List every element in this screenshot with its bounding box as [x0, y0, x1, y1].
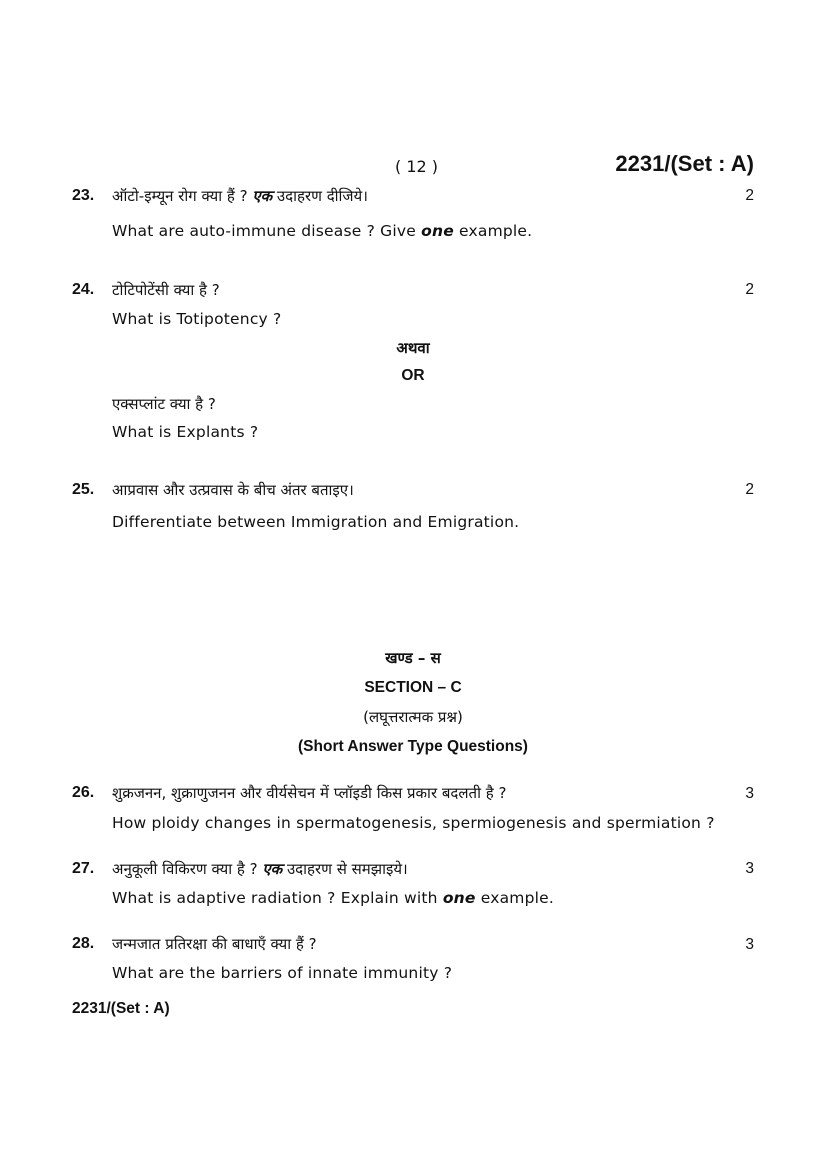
question-text-english: What are auto-immune disease ? Give one example. — [112, 222, 533, 240]
or-label-english: OR — [401, 367, 425, 384]
question-text-hindi: शुक्रजनन, शुक्राणुजनन और वीर्यसेचन में प्लॉइडी किस प्रकार बदलती है ? — [112, 784, 507, 802]
marks: 2 — [745, 281, 754, 298]
page-number: ( 12 ) — [395, 157, 439, 176]
question-text-hindi: टोटिपोटेंसी क्या है ? — [112, 281, 220, 299]
paper-code-header: 2231/(Set : A) — [615, 151, 754, 176]
question-text-hindi: ऑटो-इम्यून रोग क्या हैं ? एक उदाहरण दीजिये। — [112, 187, 368, 205]
marks: 3 — [745, 860, 754, 877]
section-subtitle-english: (Short Answer Type Questions) — [298, 738, 528, 755]
marks: 2 — [745, 481, 754, 498]
question-number: 26. — [72, 784, 95, 801]
paper-code-footer: 2231/(Set : A) — [72, 1000, 170, 1017]
question-text-hindi: अनुकूली विकिरण क्या है ? एक उदाहरण से समझाइये। — [112, 860, 408, 878]
question-number: 27. — [72, 860, 95, 877]
question-text-english: How ploidy changes in spermatogenesis, spermiogenesis and spermiation ? — [112, 814, 715, 832]
section-subtitle-hindi: (लघूत्तरात्मक प्रश्न) — [363, 708, 463, 726]
question-number: 25. — [72, 481, 95, 498]
marks: 3 — [745, 785, 754, 802]
question-number: 23. — [72, 187, 95, 204]
marks: 3 — [745, 936, 754, 953]
question-text-english: What is Totipotency ? — [112, 310, 282, 328]
marks: 2 — [745, 187, 754, 204]
question-text-hindi: जन्मजात प्रतिरक्षा की बाधाएँ क्या हैं ? — [112, 935, 317, 953]
alternate-question-english: What is Explants ? — [112, 423, 259, 441]
or-label-hindi: अथवा — [396, 339, 430, 357]
section-title-hindi: खण्ड – स — [385, 649, 441, 667]
section-title-english: SECTION – C — [364, 679, 462, 696]
question-number: 28. — [72, 935, 95, 952]
question-text-hindi: आप्रवास और उत्प्रवास के बीच अंतर बताइए। — [112, 481, 354, 499]
alternate-question-hindi: एक्सप्लांट क्या है ? — [112, 395, 216, 413]
question-text-english: What is adaptive radiation ? Explain with one example. — [112, 889, 554, 907]
question-number: 24. — [72, 281, 95, 298]
question-text-english: Differentiate between Immigration and Emigration. — [112, 513, 520, 531]
question-text-english: What are the barriers of innate immunity ? — [112, 964, 453, 982]
